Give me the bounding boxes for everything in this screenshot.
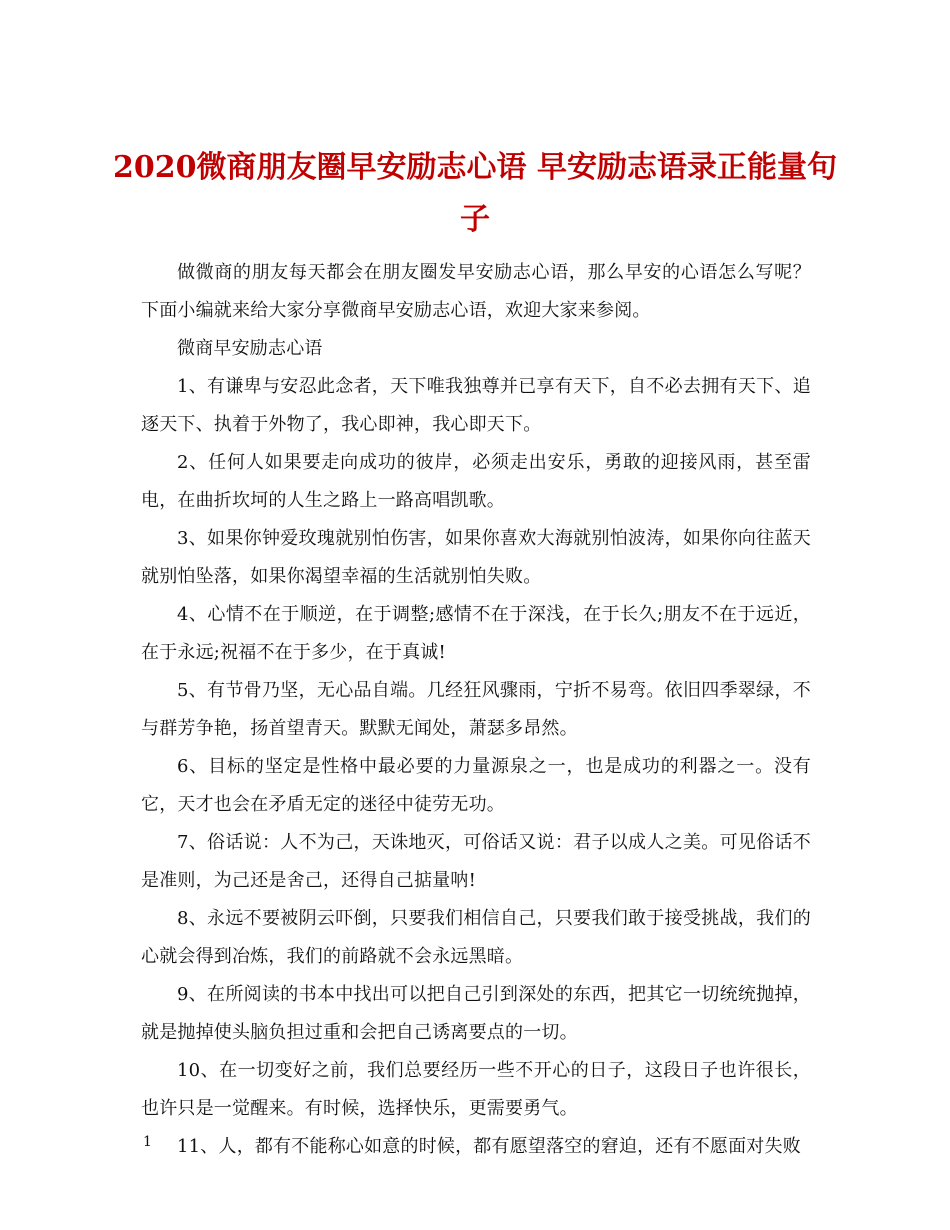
quote-item-8: 8、永远不要被阴云吓倒，只要我们相信自己，只要我们敢于接受挑战，我们的心就会得到冶炼，我们的前路就不会永远黑暗。 bbox=[141, 908, 811, 967]
section-heading: 微商早安励志心语 bbox=[177, 338, 323, 359]
quote-item-2: 2、任何人如果要走向成功的彼岸，必须走出安乐，勇敢的迎接风雨，甚至雷电，在曲折坎坷的人生之路上一路高唱凯歌。 bbox=[141, 452, 811, 511]
intro-paragraph: 做微商的朋友每天都会在朋友圈发早安励志心语，那么早安的心语怎么写呢？下面小编就来给大家分享微商早安励志心语，欢迎大家来参阅。 bbox=[141, 262, 811, 321]
document-body bbox=[141, 254, 811, 1166]
page-number: 1 bbox=[143, 1134, 152, 1150]
quote-item-7: 7、俗话说：人不为己，天诛地灭，可俗话又说：君子以成人之美。可见俗话不是准则，为己还是舍己，还得自己掂量呐! bbox=[141, 832, 811, 891]
quote-item-4: 4、心情不在于顺逆，在于调整;感情不在于深浅，在于长久;朋友不在于远近，在于永远;祝福不在于多少，在于真诚! bbox=[141, 604, 811, 663]
quote-item-11: 11、人，都有不能称心如意的时候，都有愿望落空的窘迫，还有不愿面对失败 bbox=[177, 1136, 801, 1157]
quote-item-9: 9、在所阅读的书本中找出可以把自己引到深处的东西，把其它一切统统抛掉，就是抛掉使头脑负担过重和会把自己诱离要点的一切。 bbox=[141, 984, 811, 1043]
document-title: 2020微商朋友圈早安励志心语 早安励志语录正能量句子 bbox=[113, 150, 837, 238]
quote-item-3: 3、如果你钟爱玫瑰就别怕伤害，如果你喜欢大海就别怕波涛，如果你向往蓝天就别怕坠落，如果你渴望幸福的生活就别怕失败。 bbox=[141, 528, 811, 587]
quote-item-6: 6、目标的坚定是性格中最必要的力量源泉之一，也是成功的利器之一。没有它，天才也会在矛盾无定的迷径中徒劳无功。 bbox=[141, 756, 811, 815]
quote-item-10: 10、在一切变好之前，我们总要经历一些不开心的日子，这段日子也许很长，也许只是一觉醒来。有时候，选择快乐，更需要勇气。 bbox=[141, 1060, 811, 1119]
quote-item-1: 1、有谦卑与安忍此念者，天下唯我独尊并已享有天下，自不必去拥有天下、追逐天下、执着于外物了，我心即神，我心即天下。 bbox=[141, 376, 811, 435]
quote-item-5: 5、有节骨乃坚，无心品自端。几经狂风骤雨，宁折不易弯。依旧四季翠绿，不与群芳争艳，扬首望青天。默默无闻处，萧瑟多昂然。 bbox=[141, 680, 811, 739]
